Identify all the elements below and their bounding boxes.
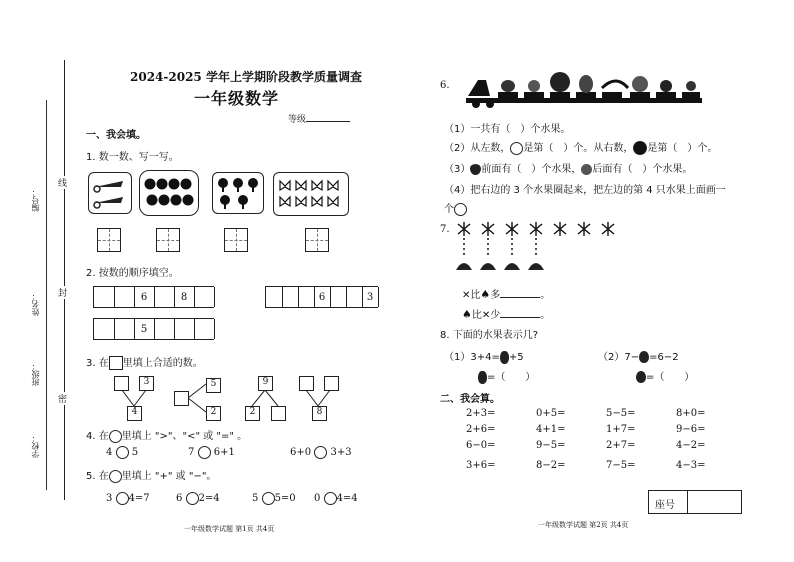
answer-circle[interactable] xyxy=(314,446,327,459)
answer-blank[interactable] xyxy=(500,289,540,298)
peach-icon xyxy=(581,164,592,175)
id-label: 编号： xyxy=(31,188,40,212)
circle-icon xyxy=(109,470,122,483)
q8-1-lhs: （1）3+4= xyxy=(444,352,500,363)
seq-cell: 6 xyxy=(314,287,331,307)
calc-item[interactable]: 4+1= xyxy=(536,424,566,435)
dragonfly-row xyxy=(456,220,616,238)
q4-title xyxy=(86,427,247,443)
q6-line-3 xyxy=(444,160,692,175)
compare-right: 6+1 xyxy=(213,447,235,458)
seq-cell[interactable] xyxy=(346,287,363,307)
split-box: 4 xyxy=(127,406,142,421)
compare-item xyxy=(188,446,235,459)
dragonfly-icon xyxy=(458,222,614,236)
orange-icon xyxy=(140,171,198,215)
split-box: 9 xyxy=(258,376,273,391)
compare-left: 4 xyxy=(106,447,113,458)
write-grid-1[interactable] xyxy=(97,228,121,252)
q2-title: 2. 按数的顺序填空。 xyxy=(86,268,179,279)
seq-cell: 6 xyxy=(134,287,155,307)
q8-2-answer[interactable]: =（ ） xyxy=(646,372,695,383)
seal-char-3: 密 xyxy=(58,392,67,405)
q7-line-2 xyxy=(462,306,550,321)
op-left: 0 xyxy=(314,493,321,504)
sequence-row-1 xyxy=(93,286,214,308)
q4-title-b: 里填上 ">"、"<" 或 "=" 。 xyxy=(121,431,248,442)
calc-item[interactable]: 7−5= xyxy=(606,460,636,471)
q3-title xyxy=(86,354,203,370)
lotus-icon xyxy=(456,263,544,270)
compare-left: 6+0 xyxy=(290,447,312,458)
q8-item-1 xyxy=(444,348,524,364)
q6-line-2 xyxy=(444,139,717,155)
left-footer: 一年级数学试题 第1页 共4页 xyxy=(184,525,275,533)
split-box: 2 xyxy=(206,406,221,421)
op-right: 4=4 xyxy=(336,493,358,504)
pineapple-icon xyxy=(500,351,509,364)
q7-unit: 。 xyxy=(540,310,551,321)
grade-label: 等级 xyxy=(288,115,307,125)
seq-cell[interactable] xyxy=(194,287,215,307)
compare-right: 3+3 xyxy=(330,447,352,458)
q6-line-1: （1）一共有（ ）个水果。 xyxy=(444,124,571,135)
seq-cell[interactable] xyxy=(94,287,115,307)
sequence-row-3 xyxy=(93,318,214,340)
split-box: 8 xyxy=(312,406,327,421)
seq-cell[interactable] xyxy=(194,319,215,339)
q8-2-lhs: （2）7− xyxy=(598,352,640,363)
right-footer: 一年级数学试题 第2页 共4页 xyxy=(538,521,629,529)
q6-line-3c: 后面有（ ）个水果。 xyxy=(592,164,693,175)
q4-title-a: 4. 在 xyxy=(86,431,109,442)
q6-line-3a: （3） xyxy=(444,164,471,175)
oranges-picture xyxy=(139,170,199,216)
answer-circle[interactable] xyxy=(116,446,129,459)
binding-strip xyxy=(0,60,70,500)
op-right: 5=0 xyxy=(274,493,296,504)
answer-circle[interactable] xyxy=(324,492,337,505)
q3-title-a: 3. 在 xyxy=(86,358,109,369)
op-left: 6 xyxy=(176,493,183,504)
seat-divider xyxy=(687,491,688,513)
seq-cell[interactable] xyxy=(154,287,175,307)
section1-title: 一、我会填。 xyxy=(86,130,146,141)
write-grid-2[interactable] xyxy=(156,228,180,252)
q6-line-4b-text: 个 xyxy=(444,204,454,215)
calc-item[interactable]: 4−3= xyxy=(676,460,706,471)
seal-char-1: 线 xyxy=(58,176,67,189)
answer-blank[interactable] xyxy=(500,309,540,318)
split-box: 2 xyxy=(245,406,260,421)
exam-title: 2024-2025 学年上学期阶段教学质量调查 xyxy=(130,70,362,84)
q7-compare-word: 比 xyxy=(470,290,481,301)
q7-compare-word: 比 xyxy=(471,310,482,321)
seq-cell[interactable] xyxy=(114,319,135,339)
apple-icon xyxy=(510,142,523,155)
q7-less-word: 少 xyxy=(490,310,501,321)
seq-cell: 3 xyxy=(362,287,379,307)
seq-cell[interactable] xyxy=(94,319,115,339)
lotus-row xyxy=(456,258,556,272)
q8-item-2-answer xyxy=(636,368,694,383)
subject-title: 一年级数学 xyxy=(194,89,280,108)
fruit-train-picture xyxy=(464,70,704,110)
calc-item[interactable]: 6−0= xyxy=(466,440,496,451)
lotus-icon: ♠ xyxy=(462,308,472,321)
compare-item xyxy=(106,446,138,459)
write-grid-4[interactable] xyxy=(305,228,329,252)
calc-item[interactable]: 0+5= xyxy=(536,408,566,419)
square-icon xyxy=(109,356,123,370)
seq-cell[interactable] xyxy=(298,287,315,307)
seq-cell[interactable] xyxy=(282,287,299,307)
train-icon xyxy=(466,72,702,108)
seat-number-box[interactable] xyxy=(648,490,742,514)
calc-item[interactable]: 9−5= xyxy=(536,440,566,451)
op-item xyxy=(314,492,358,505)
butterfly-icon xyxy=(274,173,348,215)
wheelbarrow-icon xyxy=(89,173,131,213)
calc-item[interactable]: 8−2= xyxy=(536,460,566,471)
seq-cell[interactable] xyxy=(174,319,195,339)
op-right: 4=7 xyxy=(128,493,150,504)
compare-right: 5 xyxy=(131,447,139,458)
op-item xyxy=(106,492,150,505)
op-item xyxy=(252,492,296,505)
op-left: 3 xyxy=(106,493,113,504)
tree-icon xyxy=(213,173,263,213)
calc-item[interactable]: 2+3= xyxy=(466,408,496,419)
write-grid-3[interactable] xyxy=(224,228,248,252)
calc-item[interactable]: 3+6= xyxy=(466,460,496,471)
school-label: 学校： xyxy=(31,434,40,458)
pear-icon xyxy=(636,371,646,383)
name-label: 姓名： xyxy=(31,292,40,316)
q6-line-3b: 前面有（ ）个水果， xyxy=(481,164,582,175)
dragonfly-icon: ✕ xyxy=(481,310,491,321)
binding-line xyxy=(64,60,65,500)
split-box: 5 xyxy=(206,378,221,393)
match-dots xyxy=(456,238,556,260)
split-box[interactable] xyxy=(324,376,339,391)
q3-title-b: 里填上合适的数。 xyxy=(122,358,203,369)
q7-unit: 。 xyxy=(540,290,551,301)
op-left: 5 xyxy=(252,493,259,504)
calc-item[interactable]: 4−2= xyxy=(676,440,706,451)
split-box[interactable] xyxy=(114,376,129,391)
watermelon-icon xyxy=(633,141,647,155)
class-label: 班级： xyxy=(31,362,40,386)
pineapple-icon xyxy=(478,371,487,384)
q8-title: 8. 下面的水果表示几? xyxy=(440,330,539,341)
dragonfly-icon: ✕ xyxy=(462,290,471,301)
pear-icon xyxy=(639,351,649,363)
q1-title: 1. 数一数、写一写。 xyxy=(86,152,179,163)
answer-circle[interactable] xyxy=(186,492,199,505)
seq-cell[interactable] xyxy=(266,287,283,307)
answer-circle[interactable] xyxy=(116,492,129,505)
calc-item[interactable]: 1+7= xyxy=(606,424,636,435)
q8-1-rhs: +5 xyxy=(508,352,524,363)
circle-icon xyxy=(454,203,467,216)
binding-dash-1 xyxy=(46,100,47,490)
answer-circle[interactable] xyxy=(198,446,211,459)
q8-item-2 xyxy=(598,348,679,363)
lotus-icon: ♠ xyxy=(480,288,491,301)
compare-left: 7 xyxy=(188,447,195,458)
q8-item-1-answer xyxy=(478,368,535,384)
q5-title-b: 里填上 "+" 或 "−"。 xyxy=(121,471,217,482)
seq-cell[interactable] xyxy=(114,287,135,307)
q7-line-1 xyxy=(462,286,550,301)
q5-title-a: 5. 在 xyxy=(86,471,109,482)
calc-grid xyxy=(466,408,726,478)
calc-item[interactable]: 2+7= xyxy=(606,440,636,451)
split-box[interactable] xyxy=(174,391,189,406)
split-box[interactable] xyxy=(299,376,314,391)
trees-picture xyxy=(212,172,264,214)
q6-line-2a: （2）从左数， xyxy=(444,143,511,154)
q7-number: 7. xyxy=(440,224,450,235)
q6-line-2c: 是第（ ）个。 xyxy=(647,143,718,154)
sequence-row-2 xyxy=(265,286,378,308)
seat-label: 座号 xyxy=(655,500,675,511)
grade-field[interactable] xyxy=(288,112,350,125)
split-box[interactable] xyxy=(271,406,286,421)
section2-title: 二、我会算。 xyxy=(440,394,500,405)
seq-cell[interactable] xyxy=(330,287,347,307)
calc-item[interactable]: 8+0= xyxy=(676,408,706,419)
seq-cell: 8 xyxy=(174,287,195,307)
op-right: 2=4 xyxy=(198,493,220,504)
answer-circle[interactable] xyxy=(262,492,275,505)
seal-char-2: 封 xyxy=(58,286,67,299)
q8-1-answer[interactable]: =（ ） xyxy=(487,372,536,383)
q5-title xyxy=(86,467,216,483)
butterflies-picture xyxy=(273,172,349,216)
q6-line-4a: （4）把右边的 3 个水果圈起来，把左边的第 4 只水果上面画一 xyxy=(444,185,726,196)
wheelbarrow-picture xyxy=(88,172,132,214)
q6-line-2b: 是第（ ）个。从右数， xyxy=(523,143,634,154)
q6-line-4b xyxy=(444,200,467,216)
split-box: 3 xyxy=(139,376,154,391)
op-item xyxy=(176,492,220,505)
q8-2-rhs: =6−2 xyxy=(649,352,679,363)
strawberry-icon xyxy=(470,164,481,175)
seq-cell: 5 xyxy=(134,319,155,339)
compare-item xyxy=(290,446,352,459)
circle-icon xyxy=(109,430,122,443)
q7-more-word: 多 xyxy=(490,290,501,301)
seq-cell[interactable] xyxy=(154,319,175,339)
calc-item[interactable]: 9−6= xyxy=(676,424,706,435)
q6-number: 6. xyxy=(440,80,450,91)
calc-item[interactable]: 2+6= xyxy=(466,424,496,435)
calc-item[interactable]: 5−5= xyxy=(606,408,636,419)
